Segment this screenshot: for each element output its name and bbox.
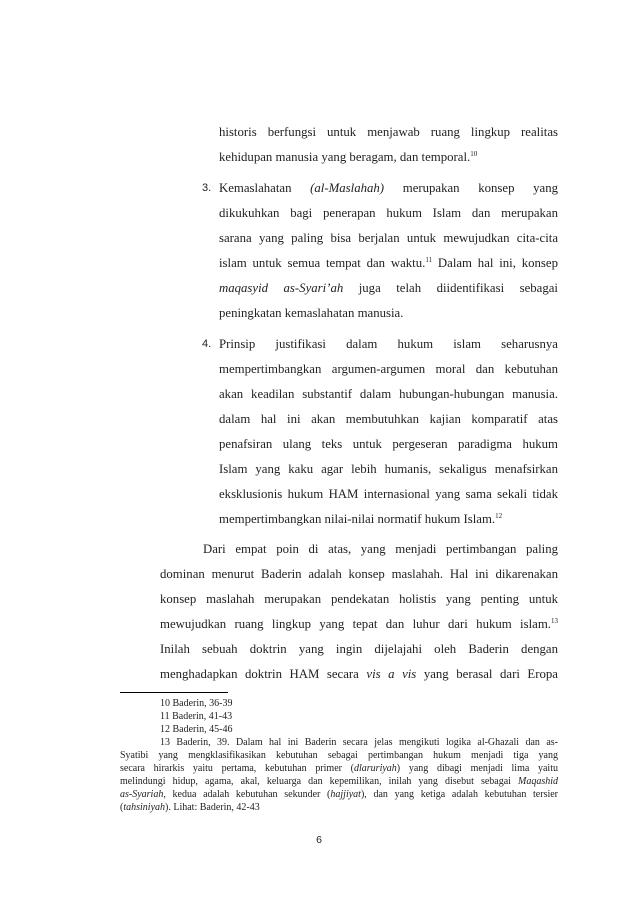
footnote-ref[interactable]: 11: [425, 256, 433, 264]
footnote-13-line: (tahsiniyah). Lihat: Baderin, 42-43: [120, 802, 260, 813]
body-line: Islam yang kaku agar lebih humanis, sekaligus menafsirkan: [219, 462, 558, 476]
body-line: Dari empat poin di atas, yang menjadi pertimbangan paling: [203, 542, 558, 556]
footnote-11: 11 Baderin, 41-43: [160, 711, 233, 722]
footnote-ref[interactable]: 12: [495, 512, 503, 520]
list-number: 3.: [202, 182, 212, 194]
body-line: eksklusionis hukum HAM internasional yang sama sekali tidak: [219, 487, 558, 501]
body-line: kehidupan manusia yang beragam, dan temporal.$^{10}$: [219, 150, 478, 164]
footnote-13-line: 13 Baderin, 39. Dalam hal ini Baderin secara jelas mengikuti logika al-Ghazali dan as-: [160, 737, 558, 748]
body-line: menghadapkan doktrin HAM secara vis a vis yang berasal dari Eropa: [160, 667, 558, 681]
body-line: Kemaslahatan (al-Maslahah) merupakan konsep yang: [219, 181, 559, 195]
body-line: Prinsip justifikasi dalam hukum islam seharusnya: [219, 337, 558, 351]
footnote-13-line: Syatibi yang mengklasifikasikan kebutuhan sebagai pertimbangan hukum menjadi tiga yang: [120, 750, 558, 761]
body-line: penafsiran ulang teks untuk pergeseran paradigma hukum: [219, 437, 558, 451]
body-line: mempertimbangkan nilai-nilai normatif hukum Islam.$^{12}$: [219, 512, 503, 526]
body-line: peningkatan kemaslahatan manusia.: [219, 306, 404, 320]
body-line: sarana yang paling bisa berjalan untuk mewujudkan cita-cita: [219, 231, 558, 245]
footnote-ref[interactable]: 10: [470, 150, 478, 158]
body-line: mempertimbangkan argumen-argumen moral dan kebutuhan: [219, 362, 558, 376]
body-line: dalam hal ini akan membutuhkan kajian komparatif atas: [219, 412, 558, 426]
list-number: 4.: [202, 338, 212, 350]
body-line: dominan menurut Baderin adalah konsep maslahah. Hal ini dikarenakan: [160, 567, 558, 581]
footnote-12: 12 Baderin, 45-46: [160, 724, 233, 735]
footnote-separator: [120, 692, 228, 693]
footnote-ref[interactable]: 13: [551, 617, 558, 625]
body-line: historis berfungsi untuk menjawab ruang lingkup realitas: [219, 125, 558, 139]
body-line: islam untuk semua tempat dan waktu.$^{11}$ Dalam hal ini, konsep: [219, 256, 558, 270]
footnote-13-line: melindungi hidup, agama, akal, keluarga dan kepemilikan, inilah yang disebut sebagai Maqashid: [120, 776, 558, 787]
body-line: mewujudkan ruang lingkup yang tepat dan luhur dari hukum islam.$^{13}$: [160, 617, 558, 631]
body-line: maqasyid as-Syari’ah juga telah diidentifikasi sebagai: [219, 281, 558, 295]
page-number: 6: [316, 834, 322, 846]
footnote-10: 10 Baderin, 36-39: [160, 698, 233, 709]
body-line: Inilah sebuah doktrin yang ingin dijelajahi oleh Baderin dengan: [160, 642, 558, 656]
body-line: konsep maslahah merupakan pendekatan holistis yang penting untuk: [160, 592, 558, 606]
footnote-13-line: secara hirarkis yaitu pertama, kebutuhan primer (dlaruriyah) yang dibagi menjadi lima yaitu: [120, 763, 558, 774]
footnote-13-line: as-Syariah, kedua adalah kebutuhan sekunder (hajjiyat), dan yang ketiga adalah kebutuhan tersier: [120, 789, 559, 800]
body-line: akan keadilan substantif dalam hubungan-hubungan manusia.: [219, 387, 558, 401]
body-line: dikukuhkan bagi penerapan hukum Islam dan merupakan: [219, 206, 558, 220]
